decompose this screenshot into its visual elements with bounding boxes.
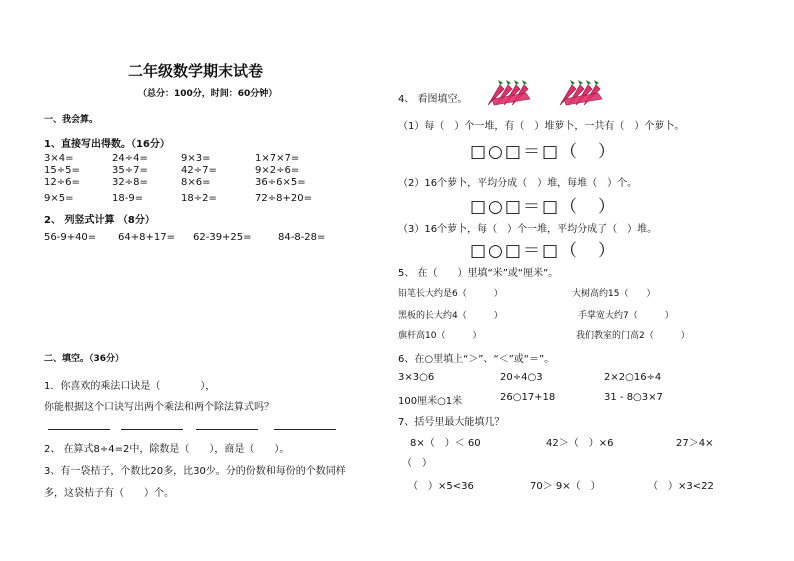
q6-item: 2×2○16÷4: [604, 372, 662, 383]
q1-item: 8×6=: [181, 177, 211, 188]
q1-item: 32÷8=: [112, 177, 148, 188]
fill-2-question: 2、 在算式8÷4=2中，除数是（ ），商是（ ）。: [44, 444, 290, 455]
q5-item: 旗杆高10（ ）: [398, 331, 482, 341]
q1-item: 72÷8+20=: [255, 193, 312, 204]
q6-item: 20÷4○3: [500, 372, 543, 383]
fill-3-question-cont: 多，这袋桔子有（ ）个。: [44, 488, 174, 499]
q1-item: 9×2÷6=: [255, 165, 300, 176]
q2-heading: 2、 列竖式计算 （8分）: [44, 215, 155, 226]
q5-item: 黑板的长大约4（ ）: [398, 311, 503, 321]
q7-item: 70＞ 9×（ ）: [530, 481, 601, 492]
fill-3-question: 3、有一袋桔子，个数比20多，比30少。分的份数和每份的个数同样: [44, 466, 346, 477]
q1-item: 36÷6×5=: [255, 177, 306, 188]
answer-line[interactable]: [48, 429, 110, 430]
q5-heading: 5、 在（ ）里填“米”或“厘米”。: [398, 268, 559, 279]
equation-blank[interactable]: □○□＝□（ ）: [470, 241, 618, 261]
q5-item: 铅笔长大约是6（ ）: [398, 289, 503, 299]
section-2-heading: 二、填空。（36分）: [44, 354, 125, 364]
q7-item: 27＞4×: [676, 438, 714, 449]
fill-1-question: 1．你喜欢的乘法口诀是（ ），: [44, 381, 216, 392]
q6-item: 31 - 8○3×7: [604, 392, 663, 403]
q1-item: 18-9=: [112, 193, 144, 204]
q7-item: （ ）×5<36: [408, 481, 474, 492]
q5-item: 大树高约15（ ）: [572, 289, 656, 299]
answer-line[interactable]: [274, 429, 336, 430]
exam-meta: （总分：100分，时间：60分钟）: [138, 89, 278, 99]
q1-item: 24÷4=: [112, 153, 148, 164]
q6-heading: 6、在○里填上“＞”、“＜”或“＝”。: [398, 354, 555, 365]
q1-item: 9×5=: [44, 193, 74, 204]
q2-item: 56-9+40=: [44, 232, 97, 243]
q2-item: 84-8-28=: [278, 232, 326, 243]
equation-blank[interactable]: □○□＝□（ ）: [470, 197, 618, 217]
q7-item: 42＞（ ）×6: [546, 438, 614, 449]
q1-item: 42÷7=: [181, 165, 217, 176]
q4-part-1: （1）每（ ）个一堆，有（ ）堆萝卜，一共有（ ）个萝卜。: [398, 121, 685, 132]
q4-part-3: （3）16个萝卜，每（ ）个一堆，平均分成了（ ）堆。: [398, 224, 658, 235]
q7-heading: 7、括号里最大能填几？: [398, 417, 505, 428]
q4-part-2: （2）16个萝卜，平均分成（ ）堆，每堆（ ）个。: [398, 178, 638, 189]
q1-item: 9×3=: [181, 153, 211, 164]
answer-line[interactable]: [196, 429, 258, 430]
answer-line[interactable]: [121, 429, 183, 430]
q6-item: 3×3○6: [398, 372, 435, 383]
carrot-bundle-icon: [486, 79, 534, 109]
q1-heading: 1、直接写出得数。（16分）: [44, 139, 170, 150]
carrot-bundle-icon: [558, 79, 606, 109]
q1-item: 3×4=: [44, 153, 74, 164]
q7-item-continuation: （ ）: [402, 458, 432, 469]
page-title: 二年级数学期末试卷: [128, 62, 264, 80]
q4-heading: 4、 看图填空。: [398, 94, 468, 105]
q2-item: 64+8+17=: [118, 232, 175, 243]
q7-item: 8×（ ）＜ 60: [410, 438, 481, 449]
q2-item: 62-39+25=: [193, 232, 252, 243]
equation-blank[interactable]: □○□＝□（ ）: [470, 142, 618, 162]
q7-item: （ ）×3<22: [648, 481, 714, 492]
q5-item: 手掌宽大约7（ ）: [578, 311, 674, 321]
fill-1-followup: 你能根据这个口诀写出两个乘法和两个除法算式吗？: [44, 402, 274, 413]
q1-item: 12÷6=: [44, 177, 80, 188]
q5-item: 我们教室的门高2（ ）: [576, 331, 690, 341]
q1-item: 18÷2=: [181, 193, 217, 204]
q6-item: 100厘米○1米: [398, 396, 463, 407]
q1-item: 35÷7=: [112, 165, 148, 176]
q1-item: 15÷5=: [44, 165, 80, 176]
q6-item: 26○17+18: [500, 392, 556, 403]
section-1-heading: 一、我会算。: [44, 115, 99, 125]
q1-item: 1×7×7=: [255, 153, 300, 164]
